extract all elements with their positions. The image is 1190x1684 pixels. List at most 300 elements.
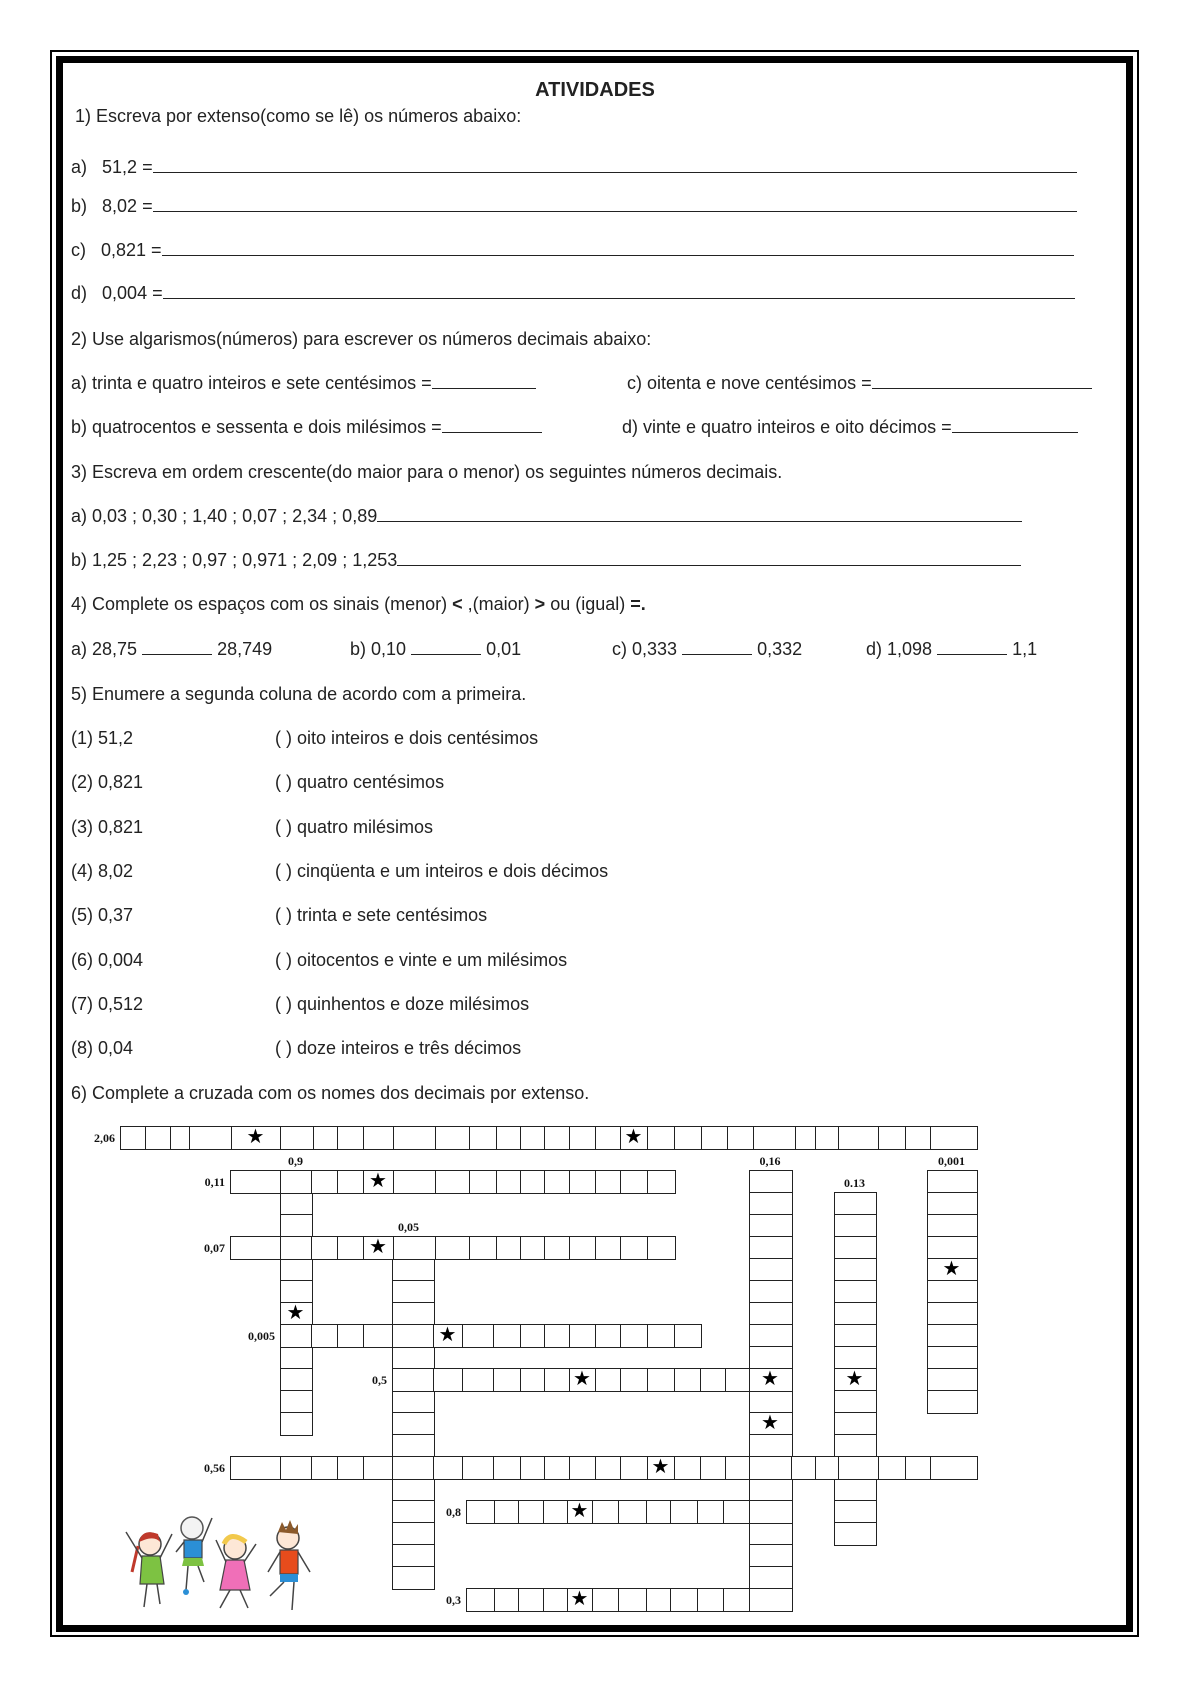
q4-item-c	[612, 639, 802, 659]
crossword-cell-across[interactable]	[620, 1368, 649, 1392]
crossword-cell-across[interactable]	[647, 1126, 676, 1150]
q5-left-item: (8) 0,04	[71, 1038, 134, 1059]
crossword-cell-across[interactable]	[930, 1126, 978, 1150]
crossword-cell-across[interactable]	[462, 1368, 495, 1392]
crossword-cell-across[interactable]	[392, 1456, 435, 1480]
crossword-cell-down[interactable]	[927, 1390, 978, 1414]
crossword-cell-across[interactable]	[647, 1368, 676, 1392]
crossword-cell-across[interactable]	[311, 1170, 339, 1194]
crossword-cell-across[interactable]	[393, 1170, 437, 1194]
crossword-cell-across[interactable]	[674, 1456, 702, 1480]
crossword-clue: 0,3	[446, 1593, 461, 1607]
crossword-cell-across[interactable]	[462, 1456, 495, 1480]
crossword-cell-down[interactable]	[749, 1170, 793, 1194]
q1-d-value: 0,004 =	[102, 283, 163, 303]
q5-right-item[interactable]: ( ) oito inteiros e dois centésimos	[275, 728, 539, 748]
crossword-cell-across[interactable]	[838, 1456, 880, 1480]
crossword-cell-across[interactable]	[647, 1324, 676, 1348]
crossword-cell-down[interactable]	[392, 1500, 435, 1524]
crossword-cell-down[interactable]	[834, 1434, 877, 1458]
q1-item-a	[71, 157, 1077, 177]
crossword-cell-across[interactable]	[363, 1456, 394, 1480]
q5-right-item[interactable]: ( ) quinhentos e doze milésimos	[275, 993, 530, 1014]
crossword-clue: 0,05	[398, 1220, 419, 1234]
crossword-cell-across[interactable]	[520, 1170, 546, 1194]
q3-heading: 3) Escreva em ordem crescente(do maior para o menor) os seguintes números decimais.	[71, 462, 783, 482]
crossword-cell-across[interactable]	[620, 1170, 649, 1194]
q1-a-answer-line[interactable]	[153, 158, 1077, 173]
crossword-cell-across[interactable]	[435, 1126, 471, 1150]
crossword-cell-down[interactable]	[927, 1170, 978, 1194]
crossword-cell-down[interactable]	[392, 1522, 435, 1546]
q5-right-item[interactable]: ( ) cinqüenta e um inteiros e dois décimos	[275, 860, 609, 881]
crossword-cell-across[interactable]	[435, 1236, 471, 1260]
crossword-cell-down[interactable]	[392, 1302, 435, 1326]
crossword-cell-across[interactable]	[878, 1456, 907, 1480]
q2-c-text: c) oitenta e nove centésimos =	[627, 373, 872, 393]
star-icon: ★	[573, 1368, 591, 1390]
crossword-cell-across[interactable]	[620, 1324, 649, 1348]
crossword-cell-across[interactable]	[905, 1456, 932, 1480]
crossword-cell-across[interactable]	[543, 1588, 569, 1612]
crossword-cell-across[interactable]	[595, 1236, 622, 1260]
q5-right-item[interactable]: ( ) quatro centésimos	[275, 772, 445, 793]
crossword-cell-across[interactable]	[815, 1126, 840, 1150]
crossword-cell-across[interactable]	[878, 1126, 907, 1150]
crossword-cell-down[interactable]	[834, 1236, 877, 1260]
star-icon: ★	[570, 1588, 589, 1610]
crossword-clue: 0,005	[248, 1329, 275, 1343]
crossword-cell-across[interactable]	[753, 1126, 797, 1150]
q1-c-value: 0,821 =	[101, 240, 162, 260]
crossword-cell-down[interactable]	[749, 1566, 793, 1590]
crossword-cell-down[interactable]	[927, 1280, 978, 1304]
crossword-cell-across[interactable]	[170, 1126, 191, 1150]
crossword-cell-down[interactable]	[280, 1390, 313, 1414]
crossword-cell-across[interactable]	[230, 1456, 282, 1480]
crossword-cell-across[interactable]	[392, 1368, 435, 1392]
crossword-cell-down[interactable]	[280, 1412, 313, 1436]
crossword-cell-across[interactable]	[493, 1456, 522, 1480]
q1-heading: 1) Escreva por extenso(como se lê) os números abaixo:	[75, 106, 522, 126]
star-icon: ★	[651, 1456, 670, 1478]
crossword-clue: 0,5	[372, 1373, 387, 1387]
crossword-cell-down[interactable]	[927, 1192, 978, 1216]
crossword-cell-across[interactable]	[544, 1368, 571, 1392]
crossword-cell-across[interactable]	[595, 1368, 622, 1392]
crossword-cell-across[interactable]	[493, 1324, 522, 1348]
crossword-cell-across[interactable]	[725, 1456, 751, 1480]
crossword-cell-across[interactable]	[543, 1500, 569, 1524]
crossword-cell-down[interactable]	[749, 1544, 793, 1568]
q4-c-answer-line[interactable]	[682, 640, 752, 655]
q1-b-answer-line[interactable]	[153, 197, 1077, 212]
crossword-cell-across[interactable]	[311, 1456, 339, 1480]
star-icon: ★	[369, 1236, 387, 1258]
crossword-cell-across[interactable]	[647, 1236, 676, 1260]
crossword-cell-across[interactable]	[795, 1126, 817, 1150]
crossword-cell-across[interactable]	[496, 1126, 522, 1150]
q5-right-item[interactable]: ( ) quatro milésimos	[275, 816, 434, 837]
crossword-cell-across[interactable]	[363, 1236, 395, 1260]
q2-item-a	[71, 373, 536, 393]
crossword-cell-across[interactable]	[725, 1368, 751, 1392]
crossword-cell-across[interactable]	[838, 1126, 880, 1150]
star-icon: ★	[369, 1170, 387, 1192]
crossword-cell-across[interactable]	[700, 1368, 727, 1392]
crossword-clue: 0,16	[759, 1154, 781, 1168]
crossword-cell-across[interactable]	[280, 1456, 313, 1480]
crossword-cell-across[interactable]	[520, 1126, 546, 1150]
kid-4-icon	[268, 1520, 310, 1610]
crossword-cell-down[interactable]	[749, 1302, 793, 1326]
crossword-cell-across[interactable]	[518, 1500, 545, 1524]
star-icon: ★	[761, 1412, 779, 1434]
crossword-cell-across[interactable]	[544, 1236, 571, 1260]
q2-item-b	[71, 417, 542, 437]
crossword-cell-across[interactable]	[544, 1126, 571, 1150]
q4-item-d	[866, 639, 1037, 659]
crossword-cell-across[interactable]	[592, 1500, 620, 1524]
kids-illustration-icon	[120, 1512, 335, 1617]
star-icon: ★	[942, 1258, 961, 1280]
q2-d-text: d) vinte e quatro inteiros e oito décimos =	[622, 417, 952, 437]
crossword-cell-down[interactable]	[392, 1346, 435, 1370]
q4-heading-text: 4) Complete os espaços com os sinais (menor)	[71, 594, 453, 614]
crossword-cell-across[interactable]	[280, 1324, 313, 1348]
q5-right-item[interactable]: ( ) doze inteiros e três décimos	[275, 1038, 522, 1059]
crossword-cell-across[interactable]	[592, 1588, 620, 1612]
crossword-cell-across[interactable]	[749, 1368, 793, 1392]
crossword-cell-across[interactable]	[469, 1236, 498, 1260]
crossword-cell-across[interactable]	[815, 1456, 840, 1480]
crossword-cell-down[interactable]	[392, 1566, 435, 1590]
crossword-cell-across[interactable]	[363, 1324, 394, 1348]
crossword-cell-across[interactable]	[674, 1324, 702, 1348]
crossword-cell-down[interactable]	[834, 1214, 877, 1238]
crossword-cell-down[interactable]	[392, 1434, 435, 1458]
crossword-cell-across[interactable]	[311, 1236, 339, 1260]
crossword-cell-down[interactable]	[392, 1544, 435, 1568]
crossword-cell-down[interactable]	[834, 1346, 877, 1370]
crossword-cell-across[interactable]	[647, 1170, 676, 1194]
crossword-cell-down[interactable]	[834, 1192, 877, 1216]
crossword-cell-down[interactable]	[749, 1412, 793, 1436]
q5-right-item[interactable]: ( ) trinta e sete centésimos	[275, 905, 488, 926]
crossword-cell-down[interactable]	[927, 1324, 978, 1348]
crossword-cell-down[interactable]	[927, 1258, 978, 1282]
crossword-cell-across[interactable]	[392, 1324, 435, 1348]
crossword-cell-across[interactable]	[791, 1456, 817, 1480]
crossword-clue: 0.13	[844, 1176, 865, 1190]
crossword-cell-across[interactable]	[393, 1126, 437, 1150]
q2-a-text: a) trinta e quatro inteiros e sete centésimos =	[71, 373, 432, 393]
crossword-cell-down[interactable]	[834, 1324, 877, 1348]
crossword-cell-across[interactable]	[930, 1456, 978, 1480]
crossword-cell-across[interactable]	[567, 1500, 594, 1524]
crossword-cell-down[interactable]	[834, 1258, 877, 1282]
crossword-cell-across[interactable]	[595, 1324, 622, 1348]
crossword-cell-across[interactable]	[674, 1126, 703, 1150]
crossword-clue: 0,56	[204, 1461, 225, 1475]
crossword-cell-across[interactable]	[120, 1126, 147, 1150]
crossword-clue: 0,07	[204, 1241, 225, 1255]
crossword-cell-across[interactable]	[496, 1236, 522, 1260]
crossword-cell-across[interactable]	[230, 1170, 282, 1194]
crossword-cell-down[interactable]	[749, 1258, 793, 1282]
crossword-clue: 0,11	[204, 1175, 225, 1189]
crossword-cell-across[interactable]	[595, 1170, 622, 1194]
greater-than-symbol: >	[534, 594, 546, 614]
crossword-cell-across[interactable]	[544, 1456, 571, 1480]
crossword-cell-across[interactable]	[727, 1126, 755, 1150]
less-than-symbol: <	[452, 594, 463, 614]
crossword-cell-down[interactable]	[749, 1236, 793, 1260]
q4-item-a	[71, 639, 272, 659]
crossword-cell-down[interactable]	[927, 1302, 978, 1326]
q4-d-answer-line[interactable]	[937, 640, 1007, 655]
star-icon: ★	[624, 1126, 643, 1148]
crossword-cell-down[interactable]	[749, 1280, 793, 1304]
crossword-cell-across[interactable]	[337, 1456, 365, 1480]
crossword-cell-across[interactable]	[231, 1126, 282, 1150]
crossword-clue: 2,06	[94, 1131, 115, 1145]
q4-c-right: 0,332	[757, 639, 803, 659]
q1-d-label: d)	[71, 283, 88, 303]
crossword-cell-down[interactable]	[834, 1478, 877, 1502]
crossword-cell-across[interactable]	[189, 1126, 233, 1150]
q4-item-b	[350, 639, 521, 659]
q4-d-right: 1,1	[1012, 639, 1038, 659]
q4-heading	[71, 594, 646, 614]
crossword-cell-down[interactable]	[392, 1280, 435, 1304]
crossword-cell-across[interactable]	[544, 1324, 571, 1348]
q4-a-answer-line[interactable]	[142, 640, 212, 655]
crossword-cell-across[interactable]	[493, 1368, 522, 1392]
crossword-cell-down[interactable]	[280, 1368, 313, 1392]
q5-right-item[interactable]: ( ) oitocentos e vinte e um milésimos	[275, 949, 568, 970]
crossword-cell-down[interactable]	[280, 1258, 313, 1282]
crossword-cell-down[interactable]	[927, 1346, 978, 1370]
crossword-cell-across[interactable]	[280, 1170, 313, 1194]
crossword-cell-down[interactable]	[749, 1346, 793, 1370]
q1-item-d	[71, 283, 1075, 303]
crossword-cell-across[interactable]	[494, 1500, 520, 1524]
crossword-cell-across[interactable]	[620, 1126, 649, 1150]
crossword-cell-down[interactable]	[392, 1478, 435, 1502]
crossword-cell-down[interactable]	[749, 1434, 793, 1458]
q4-a-left: a) 28,75	[71, 639, 138, 659]
crossword-cell-across[interactable]	[520, 1456, 546, 1480]
crossword-cell-down[interactable]	[834, 1280, 877, 1304]
crossword-cell-down[interactable]	[834, 1390, 877, 1414]
q1-item-c	[71, 240, 1074, 260]
crossword-cell-across[interactable]	[230, 1236, 282, 1260]
crossword-cell-across[interactable]	[466, 1588, 496, 1612]
q4-b-right: 0,01	[486, 639, 522, 659]
crossword-cell-across[interactable]	[469, 1170, 498, 1194]
q5-left-item: (7) 0,512	[71, 993, 144, 1014]
crossword-cell-across[interactable]	[337, 1126, 365, 1150]
crossword-cell-down[interactable]	[834, 1500, 877, 1524]
q5-left-item: (6) 0,004	[71, 949, 144, 970]
crossword-cell-down[interactable]	[392, 1390, 435, 1414]
crossword-cell-down[interactable]	[749, 1192, 793, 1216]
crossword-cell-across[interactable]	[701, 1126, 729, 1150]
crossword-cell-down[interactable]	[927, 1368, 978, 1392]
q5-left-item: (3) 0,821	[71, 816, 144, 837]
crossword-cell-down[interactable]	[392, 1412, 435, 1436]
crossword-cell-across[interactable]	[520, 1368, 546, 1392]
crossword-cell-down[interactable]	[749, 1324, 793, 1348]
kid-3-icon	[216, 1536, 256, 1608]
crossword-cell-across[interactable]	[620, 1236, 649, 1260]
crossword-cell-across[interactable]	[494, 1588, 520, 1612]
crossword-cell-across[interactable]	[466, 1500, 496, 1524]
crossword-cell-across[interactable]	[520, 1236, 546, 1260]
crossword-cell-across[interactable]	[700, 1456, 727, 1480]
star-icon: ★	[438, 1324, 457, 1346]
q2-item-c	[627, 373, 1092, 393]
crossword-cell-across[interactable]	[520, 1324, 546, 1348]
crossword-cell-down[interactable]	[749, 1214, 793, 1238]
crossword-cell-across[interactable]	[569, 1368, 597, 1392]
q1-a-label: a)	[71, 157, 88, 177]
crossword-cell-across[interactable]	[433, 1324, 464, 1348]
q3-b-answer-line[interactable]	[397, 551, 1021, 566]
crossword-cell-across[interactable]	[435, 1170, 471, 1194]
crossword-cell-across[interactable]	[646, 1588, 672, 1612]
crossword-cell-down[interactable]	[834, 1522, 877, 1546]
crossword-cell-across[interactable]	[723, 1588, 751, 1612]
q3-a-answer-line[interactable]	[377, 507, 1022, 522]
crossword-cell-across[interactable]	[363, 1170, 395, 1194]
q6-heading: 6) Complete a cruzada com os nomes dos decimais por extenso.	[71, 1083, 590, 1103]
crossword-cell-across[interactable]	[905, 1126, 932, 1150]
crossword-cell-across[interactable]	[697, 1588, 725, 1612]
crossword-clue: 0,001	[938, 1154, 965, 1168]
crossword-cell-across[interactable]	[518, 1588, 545, 1612]
crossword-cell-down[interactable]	[834, 1368, 877, 1392]
q1-d-answer-line[interactable]	[163, 284, 1075, 299]
crossword-cell-down[interactable]	[927, 1214, 978, 1238]
crossword-cell-across[interactable]	[618, 1588, 648, 1612]
crossword-cell-across[interactable]	[433, 1456, 464, 1480]
crossword-cell-across[interactable]	[670, 1500, 699, 1524]
crossword-cell-down[interactable]	[280, 1280, 313, 1304]
crossword-cell-across[interactable]	[567, 1588, 594, 1612]
crossword-cell-across[interactable]	[595, 1456, 622, 1480]
page-title: ATIVIDADES	[535, 79, 655, 101]
equal-symbol: =.	[630, 594, 646, 614]
crossword-cell-across[interactable]	[337, 1170, 365, 1194]
crossword-cell-across[interactable]	[670, 1588, 699, 1612]
q5-left-item: (1) 51,2	[71, 728, 134, 748]
crossword-cell-across[interactable]	[363, 1126, 395, 1150]
crossword-cell-across[interactable]	[749, 1456, 793, 1480]
crossword-cell-across[interactable]	[311, 1324, 339, 1348]
q2-b-text: b) quatrocentos e sessenta e dois milésimos =	[71, 417, 442, 437]
q3-a-text: a) 0,03 ; 0,30 ; 1,40 ; 0,07 ; 2,34 ; 0,89	[71, 506, 378, 526]
q4-c-left: c) 0,333	[612, 639, 678, 659]
crossword-cell-across[interactable]	[337, 1236, 365, 1260]
crossword-cell-across[interactable]	[569, 1170, 597, 1194]
q3-item-a	[71, 506, 1022, 526]
star-icon: ★	[845, 1368, 864, 1390]
crossword-cell-across[interactable]	[646, 1500, 672, 1524]
crossword-cell-down[interactable]	[749, 1390, 793, 1414]
q5-heading: 5) Enumere a segunda coluna de acordo com a primeira.	[71, 684, 527, 704]
crossword-cell-across[interactable]	[462, 1324, 495, 1348]
q1-c-answer-line[interactable]	[162, 241, 1074, 256]
q2-a-answer-line[interactable]	[432, 374, 536, 389]
q3-item-b	[71, 550, 1021, 570]
crossword-cell-across[interactable]	[569, 1126, 597, 1150]
crossword-cell-across[interactable]	[723, 1500, 751, 1524]
q1-b-label: b)	[71, 196, 88, 216]
crossword-cell-down[interactable]	[749, 1522, 793, 1546]
q1-c-label: c)	[71, 240, 86, 260]
q4-heading-text-2: ,(maior)	[462, 594, 535, 614]
crossword-clue: 0,8	[446, 1505, 461, 1519]
crossword-cell-across[interactable]	[569, 1456, 597, 1480]
crossword-cell-across[interactable]	[496, 1170, 522, 1194]
crossword-cell-down[interactable]	[834, 1302, 877, 1326]
q4-heading-text-3: ou (igual)	[545, 594, 631, 614]
crossword-cell-across[interactable]	[433, 1368, 464, 1392]
q1-a-value: 51,2 =	[102, 157, 153, 177]
crossword-cell-down[interactable]	[392, 1258, 435, 1282]
crossword-cell-across[interactable]	[595, 1126, 622, 1150]
crossword-cell-across[interactable]	[337, 1324, 365, 1348]
q1-item-b	[71, 196, 1077, 216]
crossword-cell-across[interactable]	[469, 1126, 498, 1150]
crossword-cell-across[interactable]	[620, 1456, 649, 1480]
crossword-cell-down[interactable]	[280, 1214, 313, 1238]
crossword-cell-down[interactable]	[280, 1346, 313, 1370]
q4-a-right: 28,749	[217, 639, 273, 659]
crossword-cell-across[interactable]	[313, 1126, 339, 1150]
star-icon: ★	[570, 1500, 589, 1522]
crossword-cell-across[interactable]	[569, 1324, 597, 1348]
crossword-cell-across[interactable]	[544, 1170, 571, 1194]
crossword-cell-across[interactable]	[393, 1236, 437, 1260]
crossword-cell-across[interactable]	[674, 1368, 702, 1392]
crossword-cell-down[interactable]	[280, 1192, 313, 1216]
star-icon: ★	[246, 1126, 265, 1148]
q4-b-answer-line[interactable]	[411, 640, 481, 655]
crossword-cell-down[interactable]	[749, 1478, 793, 1502]
crossword-cell-across[interactable]	[145, 1126, 172, 1150]
crossword-cell-across[interactable]	[697, 1500, 725, 1524]
q2-c-answer-line[interactable]	[872, 374, 1092, 389]
star-icon: ★	[761, 1368, 779, 1390]
crossword-cell-down[interactable]	[280, 1302, 313, 1326]
crossword-cell-across[interactable]	[749, 1500, 793, 1524]
q2-heading: 2) Use algarismos(números) para escrever os números decimais abaixo:	[71, 329, 652, 349]
crossword-cell-across[interactable]	[280, 1236, 313, 1260]
crossword-cell-down[interactable]	[834, 1412, 877, 1436]
crossword-cell-across[interactable]	[647, 1456, 676, 1480]
crossword-cell-across[interactable]	[618, 1500, 648, 1524]
crossword-cell-across[interactable]	[280, 1126, 315, 1150]
crossword-cell-down[interactable]	[927, 1236, 978, 1260]
q2-d-answer-line[interactable]	[952, 418, 1078, 433]
q2-b-answer-line[interactable]	[442, 418, 542, 433]
q4-d-left: d) 1,098	[866, 639, 933, 659]
crossword-cell-across[interactable]	[569, 1236, 597, 1260]
crossword-cell-across[interactable]	[749, 1588, 793, 1612]
